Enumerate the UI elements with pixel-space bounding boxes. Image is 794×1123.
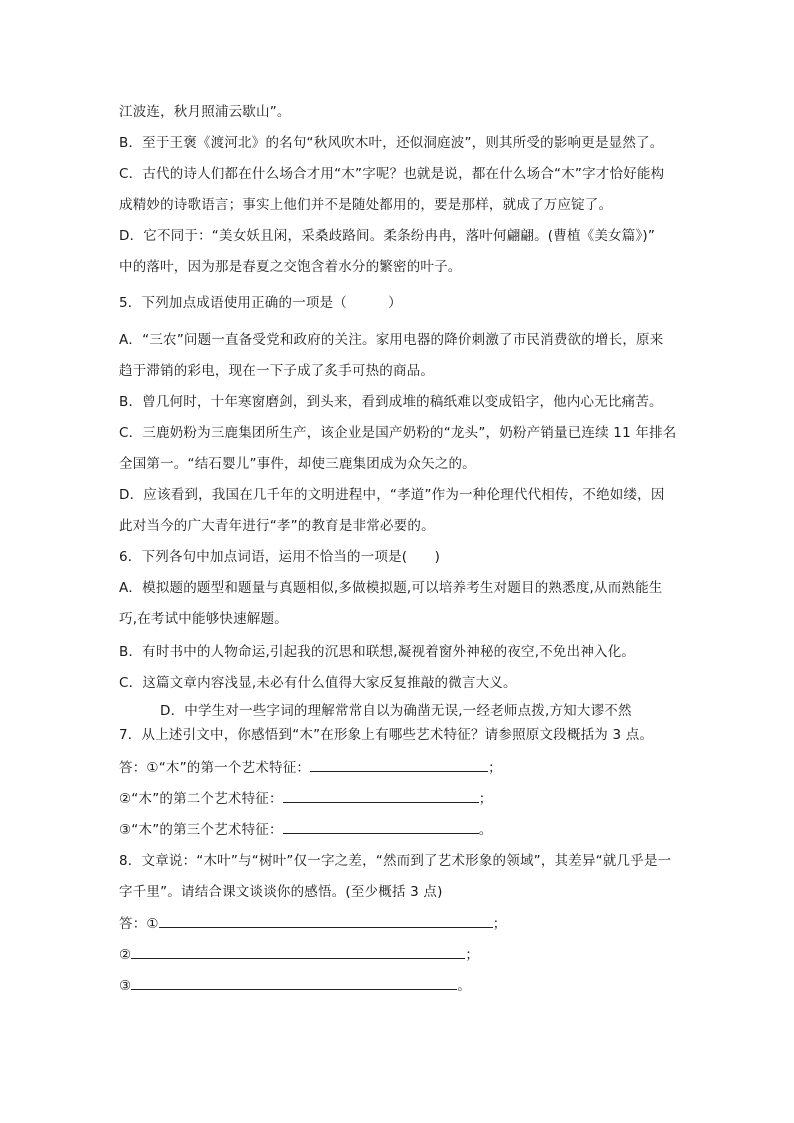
option-c-line: C．古代的诗人们都在什么场合才用“木”字呢？也就是说，都在什么场合“木”字才恰好能构	[119, 166, 665, 182]
answer-end: ；	[478, 791, 493, 807]
q7-answer-3	[119, 820, 492, 839]
q8-answer-3	[119, 976, 471, 995]
option-d-line: D．中学生对一些字词的理解常常自以为确凿无误,一经老师点拨,方知大谬不然	[160, 703, 632, 719]
answer-label: 答：①“木”的第一个艺术特征：	[119, 760, 311, 776]
answer-end: ；	[492, 916, 507, 932]
answer-label: ③“木”的第三个艺术特征：	[119, 822, 283, 838]
text-line: 全国第一。“结石婴儿”事件，却使三鹿集团成为众矢之的。	[119, 456, 476, 472]
answer-label: ②	[119, 947, 132, 963]
answer-blank[interactable]	[283, 789, 479, 803]
option-b-line: B．曾几何时，十年寒窗磨剑，到头来，看到成堆的稿纸难以变成铅字，他内心无比痛苦。	[119, 394, 663, 410]
answer-blank[interactable]	[131, 976, 457, 990]
option-b-line: B．有时书中的人物命运,引起我的沉思和联想,凝视着窗外神秘的夜空,不免出神入化。	[119, 644, 636, 660]
text-line: 字千里”。请结合课文谈谈你的感悟。(至少概括 3 点)	[119, 884, 443, 900]
q8-answer-1	[119, 914, 506, 933]
answer-blank[interactable]	[159, 914, 493, 928]
q7-answer-2	[119, 789, 492, 808]
text-line: 中的落叶，因为那是春夏之交饱含着水分的繁密的叶子。	[119, 259, 462, 275]
answer-blank[interactable]	[310, 758, 488, 772]
option-c-line: C．这篇文章内容浅显,未必有什么值得大家反复推敲的微言大义。	[119, 675, 517, 691]
option-c-line: C．三鹿奶粉为三鹿集团所生产，该企业是国产奶粉的“龙头”，奶粉产销量已连续 11 年排名	[119, 425, 677, 441]
answer-end: 。	[457, 978, 472, 994]
option-a-line: A．模拟题的题型和题量与真题相似,多做模拟题,可以培养考生对题目的熟悉度,从而熟能生	[119, 580, 663, 596]
text-line: 趋于滞销的彩电，现在一下子成了炙手可热的商品。	[119, 363, 435, 379]
option-d-line: D．它不同于：“美女妖且闲，采桑歧路间。柔条纷冉冉，落叶何翩翩。(曹植《美女篇》)”	[119, 228, 656, 244]
answer-label: ②“木”的第二个艺术特征：	[119, 791, 283, 807]
answer-label: ③	[119, 978, 132, 994]
question-5: 5．下列加点成语使用正确的一项是（ ）	[119, 295, 402, 311]
text-line: 巧,在考试中能够快速解题。	[119, 611, 288, 627]
answer-blank[interactable]	[131, 945, 465, 959]
answer-end: ；	[488, 760, 502, 776]
answer-blank[interactable]	[283, 820, 479, 834]
answer-end: ；	[465, 947, 480, 963]
text-line: 此对当今的广大青年进行“孝”的教育是非常必要的。	[119, 518, 435, 534]
answer-label: 答：①	[119, 916, 159, 932]
q7-answer-1	[119, 758, 502, 777]
question-7: 7．从上述引文中，你感悟到“木”在形象上有哪些艺术特征？请参照原文段概括为 3 点。	[119, 727, 654, 743]
answer-end: 。	[478, 822, 493, 838]
question-8: 8．文章说：“木叶”与“树叶”仅一字之差，“然而到了艺术形象的领域”，其差异“就几乎是一	[119, 853, 672, 869]
text-line: 江波连，秋月照浦云歇山”。	[119, 104, 291, 120]
option-a-line: A．“三农”问题一直备受党和政府的关注。家用电器的降价刺激了市民消费欲的增长，原来	[119, 332, 664, 348]
option-d-line: D．应该看到，我国在几千年的文明进程中，“孝道”作为一种伦理代代相传，不绝如缕，因	[119, 487, 665, 503]
q8-answer-2	[119, 945, 479, 964]
option-b-line: B．至于王褒《渡河北》的名句“秋风吹木叶，还似洞庭波”，则其所受的影响更是显然了。	[119, 135, 664, 151]
text-line: 成精妙的诗歌语言；事实上他们并不是随处都用的，要是那样，就成了万应锭了。	[119, 197, 613, 213]
question-6: 6．下列各句中加点词语，运用不恰当的一项是( )	[119, 549, 441, 565]
